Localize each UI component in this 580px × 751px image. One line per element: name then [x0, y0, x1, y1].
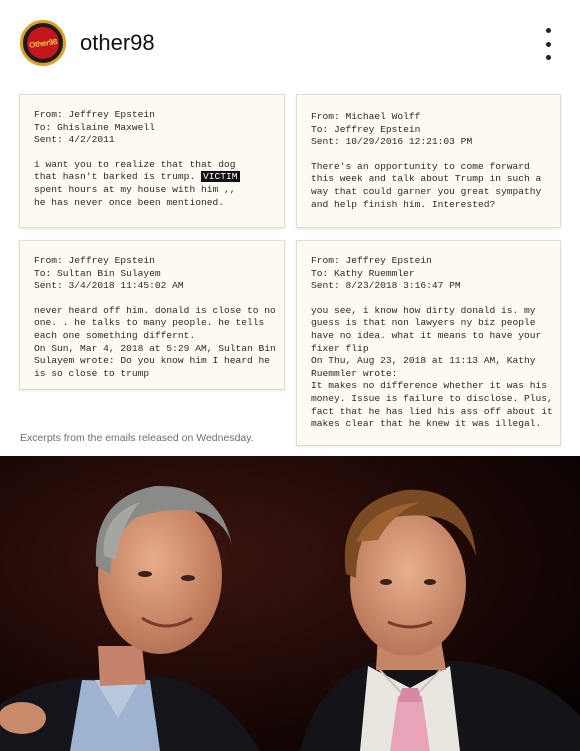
email-from: From: Michael Wolff — [311, 111, 421, 122]
more-vertical-icon[interactable] — [536, 28, 560, 60]
email-card — [296, 240, 561, 446]
email-card — [19, 94, 285, 228]
menu-dot — [546, 28, 551, 33]
email-from: From: Jeffrey Epstein — [34, 109, 155, 120]
avatar-logo-text: Other98 — [28, 36, 58, 50]
email-sent: Sent: 3/4/2018 11:45:02 AM — [34, 280, 184, 292]
profile-avatar[interactable] — [20, 20, 66, 66]
email-body-text: i want you to realize that that dog that hasn't barked is trump. — [34, 158, 236, 183]
email-to: To: Sultan Bin Sulayem — [34, 267, 161, 279]
email-from: From: Jeffrey Epstein — [34, 255, 155, 266]
post-header — [0, 0, 580, 86]
image-caption: Excerpts from the emails released on Wednesday. — [20, 432, 254, 444]
email-sent: Sent: 10/29/2016 12:21:03 PM — [311, 136, 473, 148]
email-to: To: Ghislaine Maxwell — [34, 121, 155, 133]
email-from: From: Jeffrey Epstein — [311, 255, 432, 266]
username[interactable]: other98 — [80, 30, 155, 55]
redaction-label: VICTIM — [202, 171, 238, 183]
email-card — [19, 240, 285, 390]
email-body: never heard off him. donald is close to no one. . he talks to many people. he tells each one something differnt. On Sun, Mar 4, 2018 at 5:29 AM, Sultan Bin Sulayem wrote: Do you know him I heard he is so close to trump — [34, 304, 276, 379]
avatar-logo — [27, 27, 59, 59]
email-body — [34, 159, 270, 209]
email-body: you see, i know how dirty donald is. my guess is that non lawyers ny biz people have no idea. what it means to have your fixer flip On Thu, Aug 23, 2018 at 11:13 AM, Kathy Ruemmler wrote: It makes no difference whether it was his money. Issue is failure to disclose. Plus, fact that he has lied his ass off about it makes clear that he knew it was illegal. — [311, 304, 553, 430]
photo-illustration — [0, 456, 580, 751]
email-body-text: spent hours at my house with him ,, he has never once been mentioned. — [34, 183, 236, 208]
menu-dot — [546, 55, 551, 60]
email-card — [296, 94, 561, 228]
menu-dot — [546, 42, 551, 47]
email-sent: Sent: 4/2/2011 — [34, 134, 115, 146]
photo-two-men[interactable] — [0, 456, 580, 751]
email-body: There's an opportunity to come forward this week and talk about Trump in such a way that could garner you great sympathy and help finish him. Interested? — [311, 160, 542, 210]
email-meta — [311, 255, 546, 293]
email-sent: Sent: 8/23/2018 3:16:47 PM — [311, 280, 461, 292]
email-meta — [34, 109, 270, 147]
email-meta — [311, 111, 546, 149]
email-meta — [34, 255, 270, 293]
email-to: To: Kathy Ruemmler — [311, 267, 415, 279]
email-to: To: Jeffrey Epstein — [311, 123, 421, 135]
